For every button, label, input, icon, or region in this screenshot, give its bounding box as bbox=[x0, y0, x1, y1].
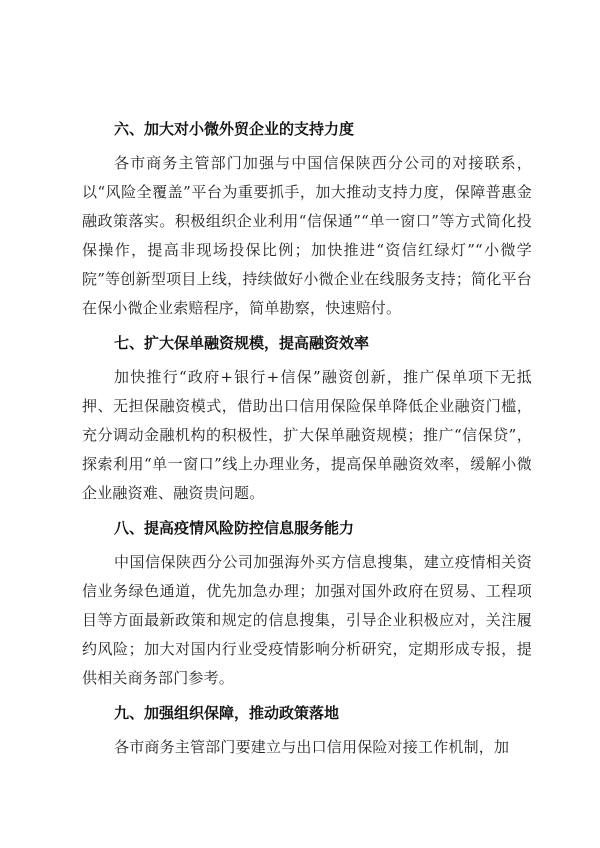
section-paragraph: 中国信保陕西分公司加强海外买方信息搜集，建立疫情相关资信业务绿色通道，优先加急办理；加强对国外政府在贸易、工程项目等方面最新政策和规定的信息搜集，引导企业积极应对，关注履约风险；加大对国内行业受疫情影响分析研究，定期形成专报，提供相关商务部门参考。 bbox=[82, 553, 532, 687]
section-paragraph: 各市商务主管部门加强与中国信保陕西分公司的对接联系，以“风险全覆盖”平台为重要抓手，加大推动支持力度，保障普惠金融政策落实。积极组织企业利用“信保通”“单一窗口”等方式简化投保操作，提高非现场投保比例；加快推进“资信红绿灯”“小微学院”等创新型项目上线，持续做好小微企业在线服务支持；简化平台在保小微企业索赔程序，简单勘察，快速赔付。 bbox=[82, 154, 532, 317]
document-body bbox=[82, 115, 532, 762]
section-7 bbox=[82, 329, 532, 508]
section-9 bbox=[82, 699, 532, 762]
section-6 bbox=[82, 115, 532, 323]
section-heading: 六、加大对小微外贸企业的支持力度 bbox=[114, 120, 355, 138]
section-8 bbox=[82, 514, 532, 693]
section-paragraph: 各市商务主管部门要建立与出口信用保险对接工作机制，加 bbox=[114, 738, 510, 756]
section-heading: 九、加强组织保障，推动政策落地 bbox=[114, 704, 340, 722]
section-heading: 七、扩大保单融资规模，提高融资效率 bbox=[114, 334, 370, 352]
section-paragraph: 加快推行“政府+银行+信保”融资创新，推广保单项下无抵押、无担保融资模式，借助出口信用保险保单降低企业融资门槛，充分调动金融机构的积极性，扩大保单融资规模；推广“信保贷”，探索利用“单一窗口”线上办理业务，提高保单融资效率，缓解小微企业融资难、融资贵问题。 bbox=[82, 368, 532, 502]
section-heading: 八、提高疫情风险防控信息服务能力 bbox=[114, 519, 355, 537]
